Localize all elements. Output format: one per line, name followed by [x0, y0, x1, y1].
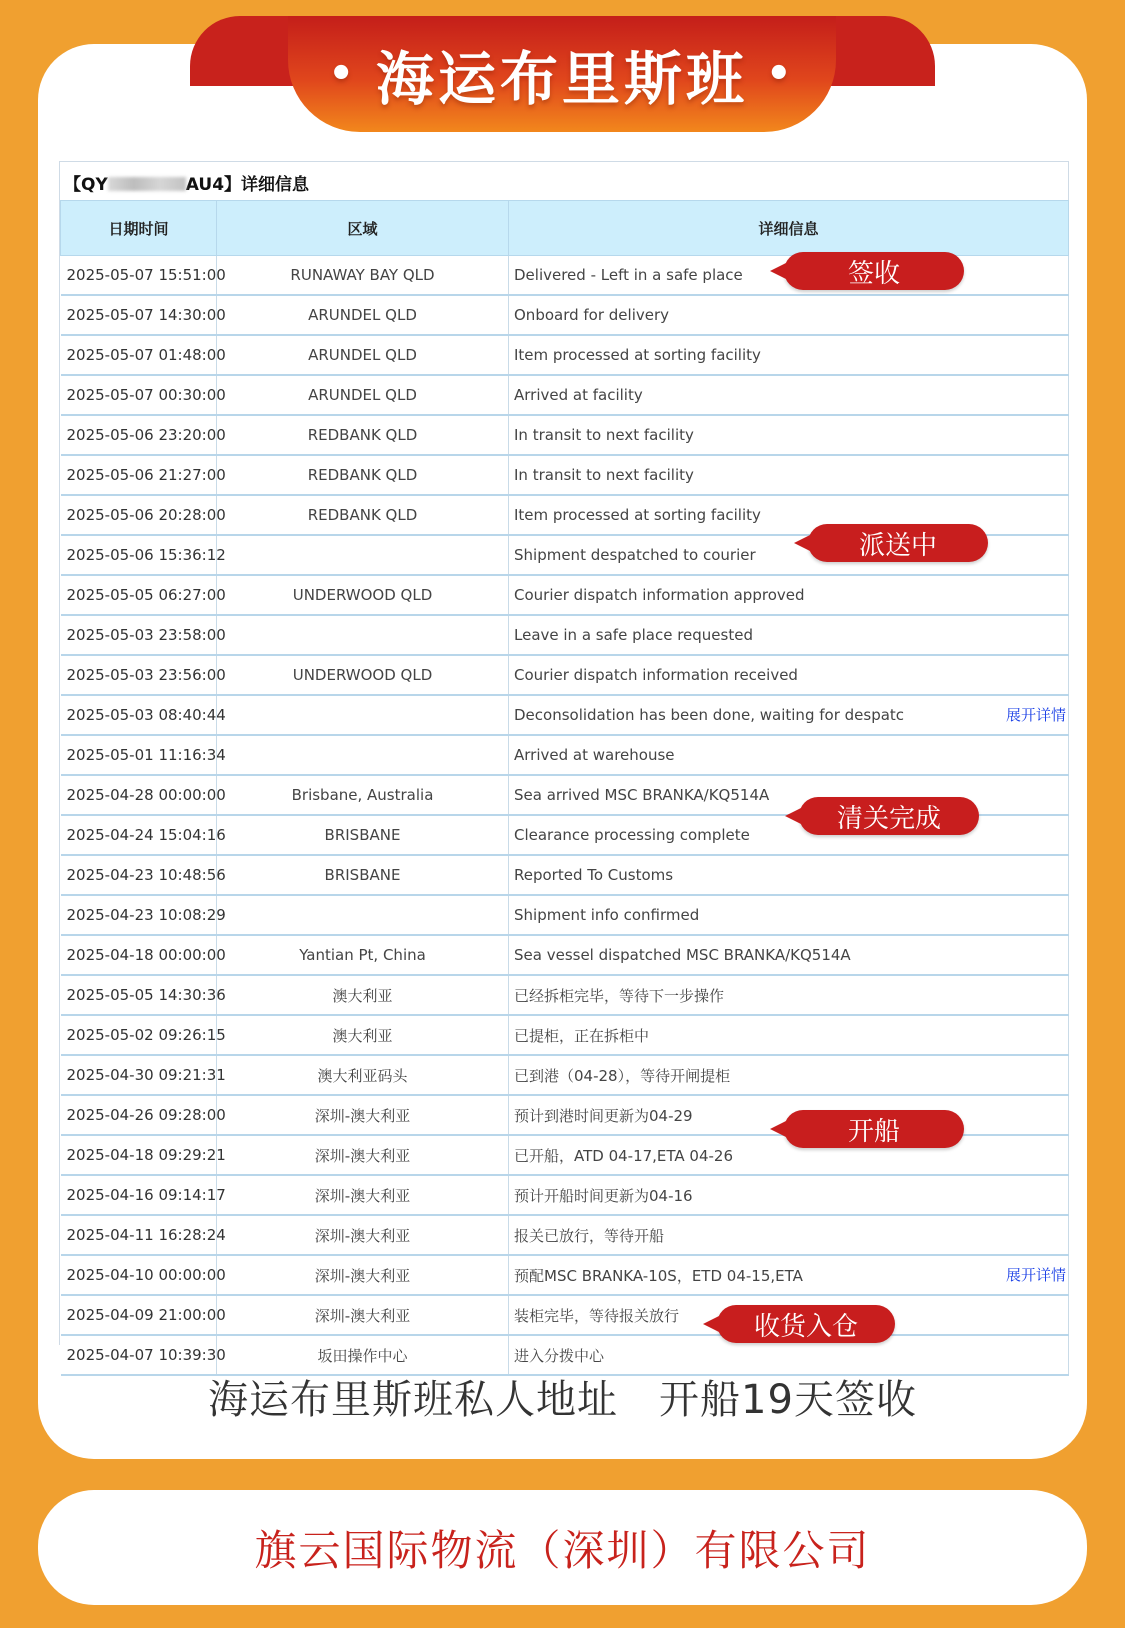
cell-area: BRISBANE [217, 815, 509, 855]
cell-info [509, 1055, 1069, 1095]
table-row [61, 975, 1069, 1015]
cell-area: ARUNDEL QLD [217, 335, 509, 375]
banner-dot-right: • [766, 51, 796, 97]
cell-area: ARUNDEL QLD [217, 375, 509, 415]
table-row [61, 1215, 1069, 1255]
cell-date: 2025-05-06 21:27:00 [61, 455, 217, 495]
cell-date: 2025-05-07 14:30:00 [61, 295, 217, 335]
cell-area: UNDERWOOD QLD [217, 655, 509, 695]
cell-date: 2025-04-18 09:29:21 [61, 1135, 217, 1175]
cell-info-text: Courier dispatch information received [514, 666, 798, 684]
cell-info [509, 295, 1069, 335]
cell-info [509, 695, 1069, 735]
tag-signed: 签收 [784, 252, 964, 290]
cell-info-text: Delivered - Left in a safe place [514, 266, 743, 284]
footer-card [38, 1490, 1087, 1605]
table-row [61, 935, 1069, 975]
cell-info-text: Leave in a safe place requested [514, 626, 753, 644]
cell-info [509, 415, 1069, 455]
cell-info-text: Shipment info confirmed [514, 906, 700, 924]
cell-area: 坂田操作中心 [217, 1335, 509, 1375]
cell-date: 2025-04-23 10:48:56 [61, 855, 217, 895]
cell-info [509, 455, 1069, 495]
cell-info [509, 1215, 1069, 1255]
cell-area: Yantian Pt, China [217, 935, 509, 975]
cell-info [509, 735, 1069, 775]
cell-info-text: Arrived at warehouse [514, 746, 675, 764]
cell-info [509, 335, 1069, 375]
cell-info-text: In transit to next facility [514, 466, 694, 484]
cell-date: 2025-04-24 15:04:16 [61, 815, 217, 855]
banner [288, 16, 836, 132]
cell-area: RUNAWAY BAY QLD [217, 256, 509, 296]
cell-date: 2025-05-02 09:26:15 [61, 1015, 217, 1055]
cell-info-text: In transit to next facility [514, 426, 694, 444]
tracking-sheet [59, 161, 1069, 1365]
table-row [61, 415, 1069, 455]
table-row [61, 735, 1069, 775]
cell-area: ARUNDEL QLD [217, 295, 509, 335]
cell-info-text: 已提柜，正在拆柜中 [514, 1026, 650, 1045]
cell-date: 2025-04-18 00:00:00 [61, 935, 217, 975]
cell-area [217, 615, 509, 655]
cell-date: 2025-04-16 09:14:17 [61, 1175, 217, 1215]
cell-area: REDBANK QLD [217, 455, 509, 495]
cell-date: 2025-05-03 08:40:44 [61, 695, 217, 735]
cell-area: 深圳-澳大利亚 [217, 1255, 509, 1295]
cell-area [217, 535, 509, 575]
cell-date: 2025-05-05 14:30:36 [61, 975, 217, 1015]
cell-date: 2025-05-06 15:36:12 [61, 535, 217, 575]
cell-date: 2025-04-30 09:21:31 [61, 1055, 217, 1095]
cell-info [509, 1015, 1069, 1055]
cell-info [509, 655, 1069, 695]
cell-date: 2025-04-26 09:28:00 [61, 1095, 217, 1135]
cell-date: 2025-05-03 23:58:00 [61, 615, 217, 655]
table-row [61, 695, 1069, 735]
cell-info-text: 装柜完毕，等待报关放行 [514, 1306, 680, 1325]
cell-date: 2025-04-10 00:00:00 [61, 1255, 217, 1295]
cell-info-text: Shipment despatched to courier [514, 546, 756, 564]
cell-area: BRISBANE [217, 855, 509, 895]
table-row [61, 1295, 1069, 1335]
cell-area: 澳大利亚 [217, 1015, 509, 1055]
table-row [61, 295, 1069, 335]
tag-delivering: 派送中 [808, 524, 988, 562]
cell-info [509, 1255, 1069, 1295]
cell-area: 深圳-澳大利亚 [217, 1295, 509, 1335]
cell-date: 2025-04-28 00:00:00 [61, 775, 217, 815]
cell-area: UNDERWOOD QLD [217, 575, 509, 615]
tag-received: 收货入仓 [717, 1305, 895, 1343]
cell-info-text: Sea arrived MSC BRANKA/KQ514A [514, 786, 770, 804]
cell-date: 2025-05-07 15:51:00 [61, 256, 217, 296]
redacted-tracking-number [108, 177, 186, 191]
banner-dot-left: • [328, 51, 358, 97]
cell-area: 深圳-澳大利亚 [217, 1095, 509, 1135]
cell-info-text: Clearance processing complete [514, 826, 750, 844]
tracking-table [60, 200, 1069, 1376]
cell-area [217, 735, 509, 775]
table-row [61, 375, 1069, 415]
company-name: 旗云国际物流（深圳）有限公司 [254, 1525, 871, 1575]
expand-details-link[interactable]: 展开详情 [1005, 706, 1066, 724]
sheet-title-suffix: AU4】详细信息 [185, 175, 310, 195]
cell-area [217, 895, 509, 935]
tag-sailed: 开船 [784, 1110, 964, 1148]
cell-info-text: 预配MSC BRANKA-10S，ETD 04-15,ETA [514, 1266, 803, 1285]
cell-area: 澳大利亚 [217, 975, 509, 1015]
cell-info-text: Courier dispatch information approved [514, 586, 805, 604]
table-row [61, 335, 1069, 375]
cell-date: 2025-04-11 16:28:24 [61, 1215, 217, 1255]
header-area: 区域 [217, 201, 509, 256]
cell-info-text: Onboard for delivery [514, 306, 670, 324]
cell-info-text: Item processed at sorting facility [514, 506, 761, 524]
cell-info-text: Reported To Customs [514, 866, 674, 884]
cell-info-text: Arrived at facility [514, 386, 643, 404]
table-row [61, 575, 1069, 615]
cell-info [509, 375, 1069, 415]
cell-date: 2025-04-07 10:39:30 [61, 1335, 217, 1375]
table-row [61, 895, 1069, 935]
table-row [61, 855, 1069, 895]
cell-info-text: 报关已放行，等待开船 [514, 1226, 665, 1245]
cell-info [509, 895, 1069, 935]
cell-info-text: 已开船，ATD 04-17,ETA 04-26 [514, 1146, 734, 1165]
expand-details-link[interactable]: 展开详情 [1005, 1266, 1066, 1284]
cell-date: 2025-05-05 06:27:00 [61, 575, 217, 615]
cell-area: 深圳-澳大利亚 [217, 1215, 509, 1255]
cell-info-text: 已到港（04-28），等待开闸提柜 [514, 1066, 731, 1085]
cell-date: 2025-05-06 20:28:00 [61, 495, 217, 535]
cell-date: 2025-05-06 23:20:00 [61, 415, 217, 455]
table-header-row [61, 201, 1069, 256]
cell-info [509, 935, 1069, 975]
table-row [61, 615, 1069, 655]
cell-info-text: 预计到港时间更新为04-29 [514, 1106, 693, 1125]
cell-area: REDBANK QLD [217, 415, 509, 455]
header-date: 日期时间 [61, 201, 217, 256]
cell-area: 澳大利亚码头 [217, 1055, 509, 1095]
cell-date: 2025-05-07 00:30:00 [61, 375, 217, 415]
cell-date: 2025-05-03 23:56:00 [61, 655, 217, 695]
cell-info [509, 495, 1069, 535]
header-info: 详细信息 [509, 201, 1069, 256]
cell-info [509, 1175, 1069, 1215]
cell-info [509, 575, 1069, 615]
cell-area: Brisbane, Australia [217, 775, 509, 815]
table-row [61, 455, 1069, 495]
cell-info-text: Deconsolidation has been done, waiting for despatc [514, 706, 905, 724]
cell-area: 深圳-澳大利亚 [217, 1175, 509, 1215]
cell-date: 2025-05-07 01:48:00 [61, 335, 217, 375]
cell-date: 2025-04-09 21:00:00 [61, 1295, 217, 1335]
table-row [61, 1015, 1069, 1055]
cell-info-text: 已经拆柜完毕，等待下一步操作 [514, 986, 725, 1005]
cell-info [509, 975, 1069, 1015]
table-row [61, 1255, 1069, 1295]
banner-title: 海运布里斯班 [375, 45, 748, 113]
sheet-title [60, 162, 1068, 200]
cell-info [509, 615, 1069, 655]
cell-info-text: 进入分拨中心 [514, 1346, 605, 1365]
table-row [61, 1175, 1069, 1215]
cell-info-text: Sea vessel dispatched MSC BRANKA/KQ514A [514, 946, 851, 964]
sheet-title-prefix: 【QY [64, 175, 108, 195]
cell-area [217, 695, 509, 735]
cell-info-text: Item processed at sorting facility [514, 346, 761, 364]
table-row [61, 655, 1069, 695]
summary-text: 海运布里斯班私人地址 开船19天签收 [208, 1377, 917, 1423]
cell-info-text: 预计开船时间更新为04-16 [514, 1186, 693, 1205]
tag-cleared: 清关完成 [799, 797, 979, 835]
cell-info [509, 855, 1069, 895]
cell-date: 2025-04-23 10:08:29 [61, 895, 217, 935]
cell-date: 2025-05-01 11:16:34 [61, 735, 217, 775]
table-row [61, 1055, 1069, 1095]
cell-area: REDBANK QLD [217, 495, 509, 535]
cell-area: 深圳-澳大利亚 [217, 1135, 509, 1175]
